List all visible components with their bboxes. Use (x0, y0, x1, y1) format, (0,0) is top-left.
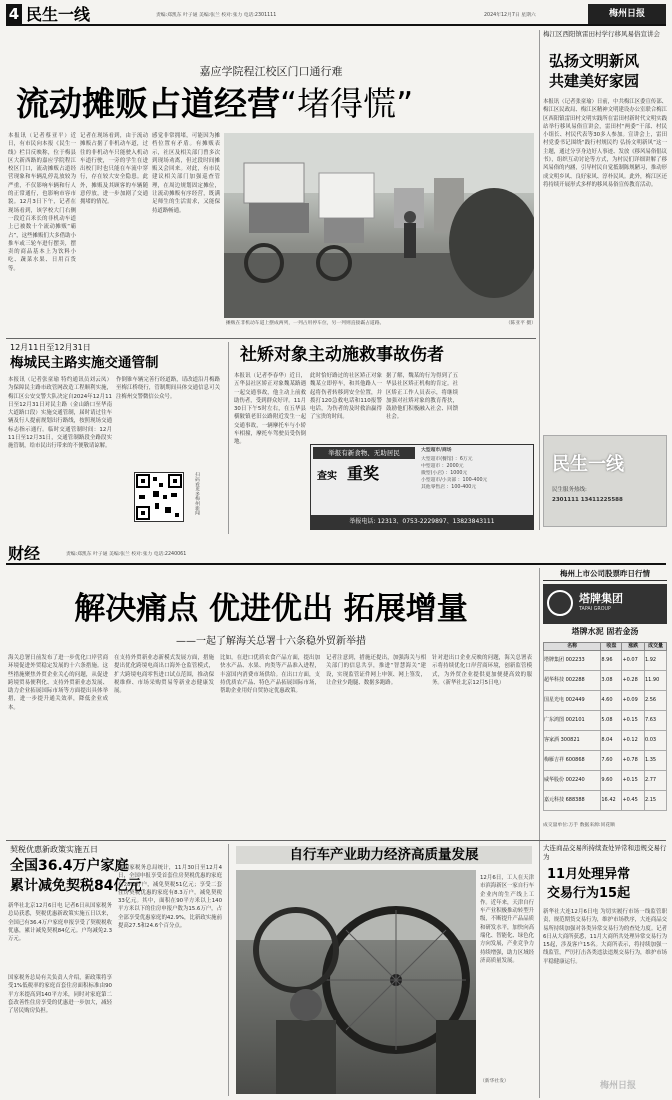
stock-cell-name: 塔牌集团 002233 (544, 651, 601, 671)
rescue-col3: 据了解，魏某的行为得到了五华县社区矫正机构的肯定。社区矫正工作人员表示，将继续加强对社矫对象的教育帮扶，鼓励他们积极融入社会、回馈社会。 (386, 373, 458, 421)
stock-cell-change: +0.45 (622, 791, 644, 811)
tapai-slogan: 塔牌水泥 固若金汤 (571, 627, 639, 636)
traffic-body: 本报讯（记者张童瑜 特约通讯员刘云凤）为保障民主路市政管网改造工程顺利实施，梅江区公安交警大队决定自2024年12月11日至12月31日对民主路（金山路口至华南大道路口段）实施交通管制，届时请过往车辆及行人提前规划出行路线，按照现场交通标志指示通行。临时交通管制时间：12月11日至12月31日，交通管制路段全路段实施管制，给市民出行带来的不便敬请谅解。 (8, 377, 112, 450)
tax-title-2: 累计减免契税84亿元 (10, 878, 142, 894)
photo-caption-text: 摊贩在非机动车道上摆成两列，一列占用停车位，另一列则直接霸占道路。 (226, 321, 385, 326)
stock-cell-close: 7.60 (601, 751, 622, 771)
stock-cell-volume: 2.15 (644, 791, 666, 811)
traffic-story (6, 342, 226, 534)
page-number: 4 (6, 4, 22, 24)
header-date: 2024年12月7日 星期六 (484, 13, 536, 18)
top-story-title-quote: “堵得慌” (280, 84, 414, 123)
stock-cell-volume: 2.56 (644, 691, 666, 711)
report-ad (310, 444, 534, 530)
minsheng-logo: 民生一线 (552, 454, 624, 475)
tapai-banner (543, 584, 667, 624)
stock-cell-volume: 1.35 (644, 751, 666, 771)
stock-cell-change: +0.28 (622, 671, 644, 691)
traffic-body-2: 作倒锥车辆完善行经道路，请改道沿月梅路至梅江桥绕行，管制期间具体交通信息可关注梅州交警微信公众号。 (116, 377, 220, 400)
tax-col2: 据国家税务总局统计，11月30日至12月4日，全国申报享受首套住房契税优惠的家庭有28.1万户，减免契税51亿元；享受二套住房契税优惠的家庭有8.3万户，减免契税33亿元。其中，面积在90平方米以上140平方米以下的住房申报户数为15.6万户，占全部享受优惠家庭的42.9%，比新政实施前提高27.5和24.6个百分点。 (118, 865, 222, 930)
stock-cell-close: 16.42 (601, 791, 622, 811)
stock-header-volume: 成交量 (644, 643, 666, 651)
stock-cell-name: 威华股份 002240 (544, 771, 601, 791)
finance-title: 解决痛点 优进优出 拓展增量 (74, 591, 468, 627)
report-ad-reward: 重奖 (347, 464, 380, 483)
street-vendor-photo-art (224, 133, 534, 318)
table-row (544, 671, 667, 691)
qr-code[interactable] (134, 472, 184, 522)
report-ad-prize-1: 中型超市 ：2000元 (421, 464, 464, 469)
tapai-company: 塔牌集团 (579, 592, 623, 605)
hotline-number: 2301111 13411225588 (552, 497, 623, 503)
rescue-col2: 此时恰好路过的社区矫正对象魏某立即停车，和其他路人一起将伤者转移到安全位置，并拨打120急救电话和110报警电话，为伤者的及时救治赢得了宝贵的时间。 (310, 373, 382, 421)
table-row (544, 731, 667, 751)
divider-tax (228, 844, 229, 1096)
stock-note: 成交量单位:万手 数据来源:同花顺 (543, 823, 615, 828)
qr-code-icon (135, 473, 183, 521)
minsheng-logo-box (543, 435, 667, 527)
bike-body: 12月6日，工人在天津市滨海新区一家自行车企业内的生产线上工作。近年来，天津自行车产业积极推动转型升级，不断提升产品品质和研发水平，加快向高端化、智能化、绿色化方向发展，产业竞争力持续增强，助力区域经济高质量发展。 (480, 875, 534, 964)
report-ad-prize-2: 微型(小店) ：1000元 (421, 471, 468, 476)
tax-kicker: 契税优惠新政策实施五日 (10, 845, 98, 854)
stock-cell-name: 嘉元科技 688388 (544, 791, 601, 811)
bike-story (232, 844, 536, 1096)
stock-cell-name: 广东鸿图 002101 (544, 711, 601, 731)
stock-cell-close: 8.04 (601, 731, 622, 751)
table-row (544, 751, 667, 771)
stock-header-close: 收盘 (601, 643, 622, 651)
top-story-col2: 记者在现场看到，由于流动摊贩占据了非机动车道，过往的非机动车只能驶入机动车道行驶，一旁的学生在进出校门时也只能在车流中穿行，存在较大安全隐患。此外，摊贩及其顾客的车辆随意停放，进一步加剧了交通拥堵的情况。 (80, 133, 148, 206)
side-story-title-1: 弘扬文明新风 (549, 52, 640, 70)
stock-cell-close: 5.08 (601, 711, 622, 731)
divider-traffic (228, 342, 229, 534)
tax-col1b: 国家税务总局有关负责人介绍，新政策将享受1%低税率的家庭首套住房面积标准由90平方米提高到140平方米，同时对家庭第二套改善性住房享受的优惠进一步加大，减轻了居民购房负担。 (8, 975, 112, 1015)
side-story-title-2: 共建美好家园 (549, 72, 640, 90)
divider-top-right (539, 30, 540, 530)
tax-story (6, 844, 226, 1096)
stock-cell-volume: 7.63 (644, 711, 666, 731)
stock-rows (544, 651, 667, 811)
stock-cell-close: 4.60 (601, 691, 622, 711)
finance-editors: 责编:郑凯东 叶子通 美编:张兰 校对:张力 电话:2240061 (66, 552, 187, 557)
hotline-label: 民生服务热线: (552, 487, 587, 493)
table-row (544, 691, 667, 711)
stock-cell-close: 9.60 (601, 771, 622, 791)
stock-cell-name: 超华科技 002288 (544, 671, 601, 691)
futures-body: 新华社大连12月6日电 为切实履行市场一线监管职责，规范期货交易行为，维护市场秩序，大连商品交易所持续加强对各类异常交易行为的查处力度。记者6日从大商所获悉，11月大商所共处理异常交易行为15起，涉及客户15名。大商所表示，将持续加强一线监管，严厉打击各类违法违规交易行为，维护市场平稳健康运行。 (543, 909, 667, 965)
stock-header-name: 名称 (544, 643, 601, 651)
bicycle-factory-photo-art (236, 870, 476, 1094)
stock-cell-close: 8.96 (601, 651, 622, 671)
stock-table (543, 642, 667, 811)
street-vendor-photo (224, 133, 534, 318)
stock-cell-name: 客家酒 300821 (544, 731, 601, 751)
finance-story (6, 568, 536, 838)
finance-col5: 针对进出口企业反映的问题，海关总署表示将持续优化口岸营商环境，创新监管模式，为外贸企业提供更加便捷高效的服务。（新华社北京12月5日电） (432, 655, 532, 686)
futures-title-2: 交易行为15起 (547, 886, 631, 901)
top-story (6, 30, 536, 332)
tapai-company-en: TAPAI GROUP (579, 607, 611, 612)
stock-title: 梅州上市公司股票昨日行情 (543, 568, 667, 581)
report-ad-prize-0: 大型超市(餐馆) ：6万元 (421, 457, 473, 462)
stock-cell-change: +0.12 (622, 731, 644, 751)
divider-finance-right (539, 568, 540, 1098)
bike-credit: （新华社发） (480, 1079, 509, 1084)
table-row (544, 791, 667, 811)
stock-cell-volume: 0.03 (644, 731, 666, 751)
finance-section-title: 财经 (8, 544, 41, 563)
stock-panel (543, 568, 667, 838)
masthead-logo (588, 4, 666, 24)
report-ad-phones: 举报电话: 12313、0753-2229897、13823843111 (311, 515, 533, 529)
report-ad-line1: 举报有新食物、无助居民 (313, 447, 415, 459)
tapai-logo-icon (547, 590, 573, 616)
table-row (544, 651, 667, 671)
watermark: 梅州日报 (600, 1081, 637, 1091)
stock-cell-volume: 11.90 (644, 671, 666, 691)
finance-col1: 海关总署日前发布了进一步优化口岸营商环境促进外贸稳定发展的十六条措施。这些措施聚焦外贸企业关心的问题，从促进跨境贸易便利化、支持外贸新业态发展、助力企业拓展国际市场等方面提出具体举措，进一步提升通关效率，降低企业成本。 (8, 655, 108, 711)
page-header (6, 4, 666, 26)
stock-cell-close: 3.08 (601, 671, 622, 691)
photo-credit: （陈亚平 摄） (505, 321, 536, 326)
futures-kicker: 大连商品交易所持续查处异常和违规交易行为 (543, 844, 667, 861)
stock-cell-change: +0.15 (622, 771, 644, 791)
stock-cell-name: 国星光电 002449 (544, 691, 601, 711)
divider-lower (6, 840, 666, 841)
finance-col4: 记者注意到，措施还提出，加强海关与相关部门的信息共享，推进“智慧海关”建设，实现监管证件网上申领、网上签发，让企业少跑腿、数据多跑路。 (326, 655, 426, 686)
top-story-col3: 感觉非常拥堵，可能因为摊档位置有矛盾。有摊贩表示，社区及相关部门曾多次到现场劝离，但过段时间摊贩又会回来。对此，有市民建议相关部门加强巡查管理，在周边规划固定摊位，让流动摊贩有序经营，既满足师生的生活需求，又能保持道路畅通。 (152, 133, 220, 214)
futures-title-1: 11月处理异常 (547, 867, 631, 882)
stock-cell-change: +0.07 (622, 651, 644, 671)
stock-cell-change: +0.15 (622, 711, 644, 731)
table-row (544, 771, 667, 791)
header-editors: 责编:郑凯东 叶子通 美编:张兰 校对:张力 电话:2301111 (156, 13, 277, 18)
report-ad-prize-3: 小型超市/小卖部 ：100-400元 (421, 478, 488, 483)
photo-caption (226, 320, 536, 327)
section-title: 民生一线 (26, 5, 91, 24)
stock-header-row (544, 643, 667, 651)
divider-middle (6, 338, 536, 339)
side-story (543, 30, 667, 530)
masthead-text: 梅州日报 (608, 9, 645, 19)
tax-title-1: 全国36.4万户家庭 (10, 858, 129, 874)
rescue-title: 社矫对象主动施救事故伤者 (240, 345, 444, 365)
traffic-kicker: 12月11日至12月31日 (10, 343, 91, 352)
stock-cell-change: +0.09 (622, 691, 644, 711)
bicycle-factory-photo (236, 870, 476, 1094)
report-ad-prize-4: 其他零售店 ：100-400元 (421, 485, 477, 490)
table-row (544, 711, 667, 731)
rescue-col1: 本报讯（记者李春华）近日，五华县社区矫正对象魏某路遇一起交通事故，他主动上前救助伤者，受到群众好评。11月30日下午5时左右，在五华县横陂镇老旧公路附近发生一起交通事故，一辆摩托车与小轿车相撞，摩托车驾驶员受伤倒地。 (234, 373, 306, 446)
futures-story (543, 844, 667, 1096)
bike-title: 自行车产业助力经济高质量发展 (236, 846, 532, 864)
qr-label: 扫码看更多梅州新闻 (194, 472, 199, 516)
stock-header-change: 涨跌 (622, 643, 644, 651)
finance-col3: 比如，在进口优质农食产品方面，提出加快水产品、水果、肉类等产品准入进程，丰富国内消费市场供给。在出口方面，支持优质农产品、特色产品拓展国际市场，帮助企业用好自贸协定优惠政策。 (220, 655, 320, 695)
rescue-story (232, 342, 536, 534)
traffic-title: 梅城民主路实施交通管制 (10, 355, 159, 371)
top-story-title-main: 流动摊贩占道经营 (16, 84, 280, 123)
finance-subtitle: ——一起了解海关总署十六条稳外贸新举措 (176, 636, 366, 647)
stock-cell-name: 梅雁吉祥 600868 (544, 751, 601, 771)
stock-cell-volume: 1.92 (644, 651, 666, 671)
side-story-body: 本报讯（记者张童瑜）日前，中共梅江区委宣传部、梅江区民政局、梅江区精神文明建设办公室联合梅江区西阳镇雷田村文明实践所在雷田村新时代文明实践站举行移风易俗宣讲会，雷田村“两委”干部、村民小组长、村民代表等30多人参加。宣讲会上，雷田村党委书记围绕“践行村规民约 弘扬文明新风”这一主题，通过分享身边好人事迹、发放《移风易俗倡议书》，组织互动讨论等方式，为村民们详细讲解了移风易俗的内涵，引导村民自觉抵制陈规陋习，推动形成文明乡风、良好家风、淳朴民风。此外，梅江区还将持续开展形式多样的移风易俗宣传教育活动。 (543, 99, 667, 188)
finance-col2: 在支持外贸新业态新模式发展方面，措施提出优化跨境电商出口海外仓监管模式，扩大跨境电商零售进口试点范围，推动保税维修、市场采购贸易等新业态健康发展。 (114, 655, 214, 695)
tax-col1: 新华社北京12月6日电 记者6日从国家税务总局获悉，契税优惠新政策实施五日以来，全国已有36.4万户家庭申报享受了契税税收优惠，累计减免契税84亿元。户均减免2.3万元。 (8, 903, 112, 943)
top-story-title (16, 84, 536, 124)
stock-cell-change: +0.78 (622, 751, 644, 771)
report-ad-check: 查实 (317, 471, 337, 482)
top-story-col1: 本报讯（记者蔡亚平）近日，有市民向本报《民生一线》栏目反映称，位于梅县区大新西路的嘉应学院程江校区门口，流动摊贩占道经营现象和车辆乱停乱放较为严重，不仅影响车辆和行人的正常通行，也影响市容市貌。12月3日下午，记者在现场看到，该学校大门右侧一段近百米长的非机动车道上已被数十个流动摊贩“霸占”，这些摊贩们大多借助小推车或三轮车进行摆卖，摆卖的商品基本上为饮料小吃、蔬菜水果、日用百货等。 (8, 133, 76, 272)
finance-header (6, 543, 666, 565)
report-ad-prize-title: 大型超市/商场 (421, 448, 452, 453)
stock-cell-volume: 2.77 (644, 771, 666, 791)
top-story-kicker: 嘉应学院程江校区门口通行难 (199, 65, 343, 78)
side-story-kicker: 梅江区西阳镇雷田村学行移风易俗宣讲会 (543, 30, 660, 38)
